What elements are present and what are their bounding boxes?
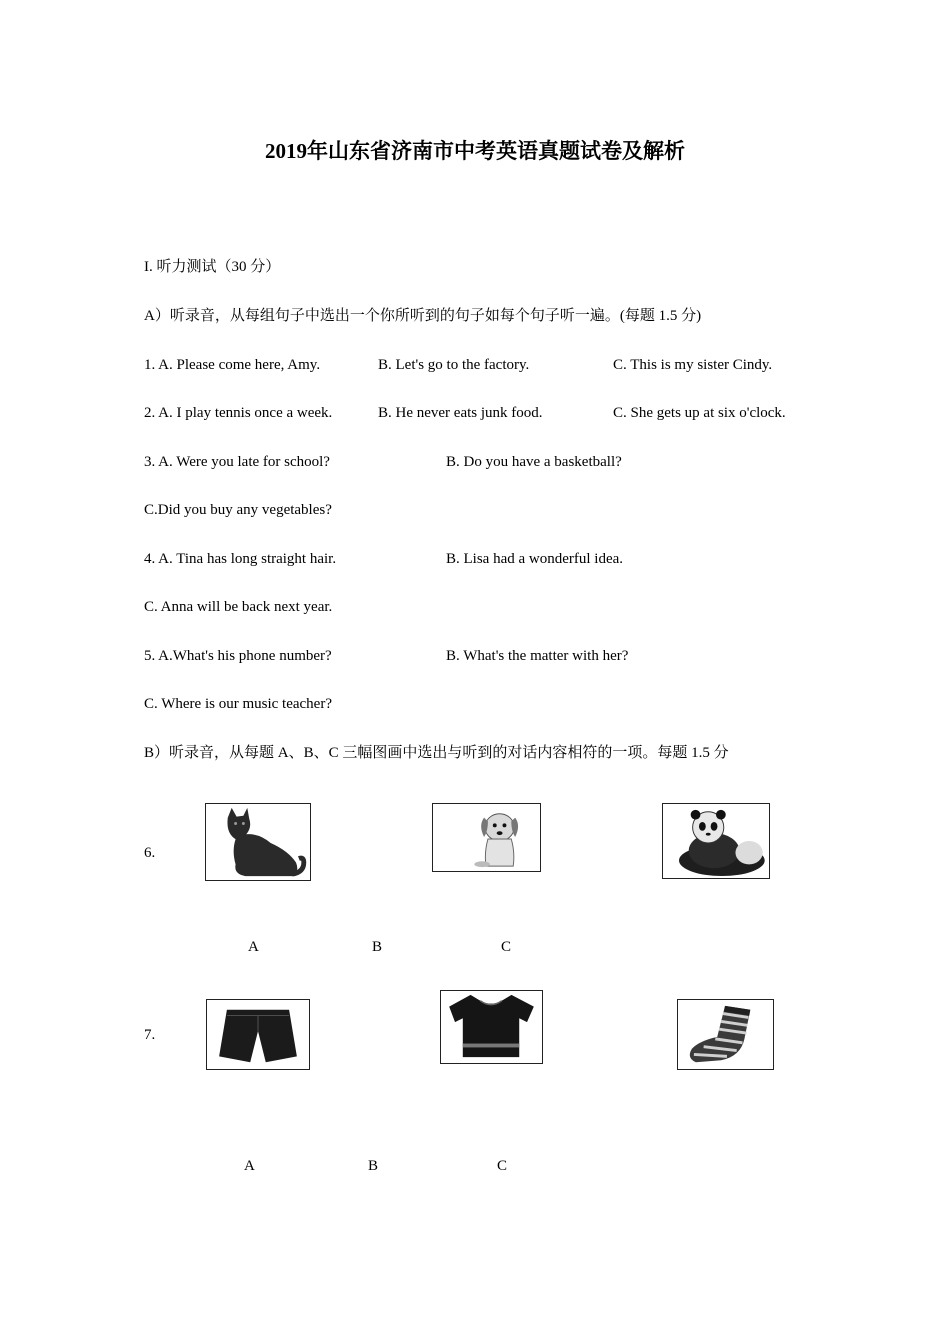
panda-picture — [662, 803, 770, 879]
puppy-icon — [433, 804, 540, 871]
q5-option-b: B. What's the matter with her? — [446, 648, 629, 664]
q7-label-a: A — [244, 1158, 255, 1174]
tshirt-picture — [440, 990, 543, 1064]
part-a-instruction: A）听录音，从每组句子中选出一个你所听到的句子如每个句子听一遍。(每题 1.5 分) — [144, 308, 702, 324]
sock-picture — [677, 999, 774, 1070]
q1-option-c: C. This is my sister Cindy. — [613, 357, 773, 373]
cat-icon — [206, 804, 310, 880]
section-heading: I. 听力测试（30 分） — [144, 259, 281, 275]
q7-label-b: B — [368, 1158, 379, 1174]
q3-option-c: C.Did you buy any vegetables? — [144, 502, 332, 518]
part-b-instruction: B）听录音，从每题 A、B、C 三幅图画中选出与听到的对话内容相符的一项。每题 1.5 分 — [144, 745, 729, 761]
q6-label-a: A — [248, 939, 259, 955]
q6-number: 6. — [144, 845, 156, 861]
cat-picture — [205, 803, 311, 881]
tshirt-icon — [441, 991, 542, 1063]
q5-option-c: C. Where is our music teacher? — [144, 696, 332, 712]
q2-option-a: 2. A. I play tennis once a week. — [144, 405, 333, 421]
sock-icon — [678, 1000, 773, 1069]
q5-option-a: 5. A.What's his phone number? — [144, 648, 332, 664]
q4-option-b: B. Lisa had a wonderful idea. — [446, 551, 624, 567]
q7-number: 7. — [144, 1027, 156, 1043]
q7-label-c: C — [497, 1158, 508, 1174]
puppy-picture — [432, 803, 541, 872]
q2-option-b: B. He never eats junk food. — [378, 405, 543, 421]
q4-option-c: C. Anna will be back next year. — [144, 599, 333, 615]
q6-label-c: C — [501, 939, 512, 955]
page-title: 2019年山东省济南市中考英语真题试卷及解析 — [265, 139, 685, 163]
shorts-icon — [207, 1000, 309, 1069]
shorts-picture — [206, 999, 310, 1070]
q3-option-b: B. Do you have a basketball? — [446, 454, 622, 470]
q6-label-b: B — [372, 939, 383, 955]
q1-option-b: B. Let's go to the factory. — [378, 357, 530, 373]
q4-option-a: 4. A. Tina has long straight hair. — [144, 551, 337, 567]
q1-option-a: 1. A. Please come here, Amy. — [144, 357, 321, 373]
q2-option-c: C. She gets up at six o'clock. — [613, 405, 786, 421]
panda-icon — [663, 804, 769, 878]
q3-option-a: 3. A. Were you late for school? — [144, 454, 330, 470]
